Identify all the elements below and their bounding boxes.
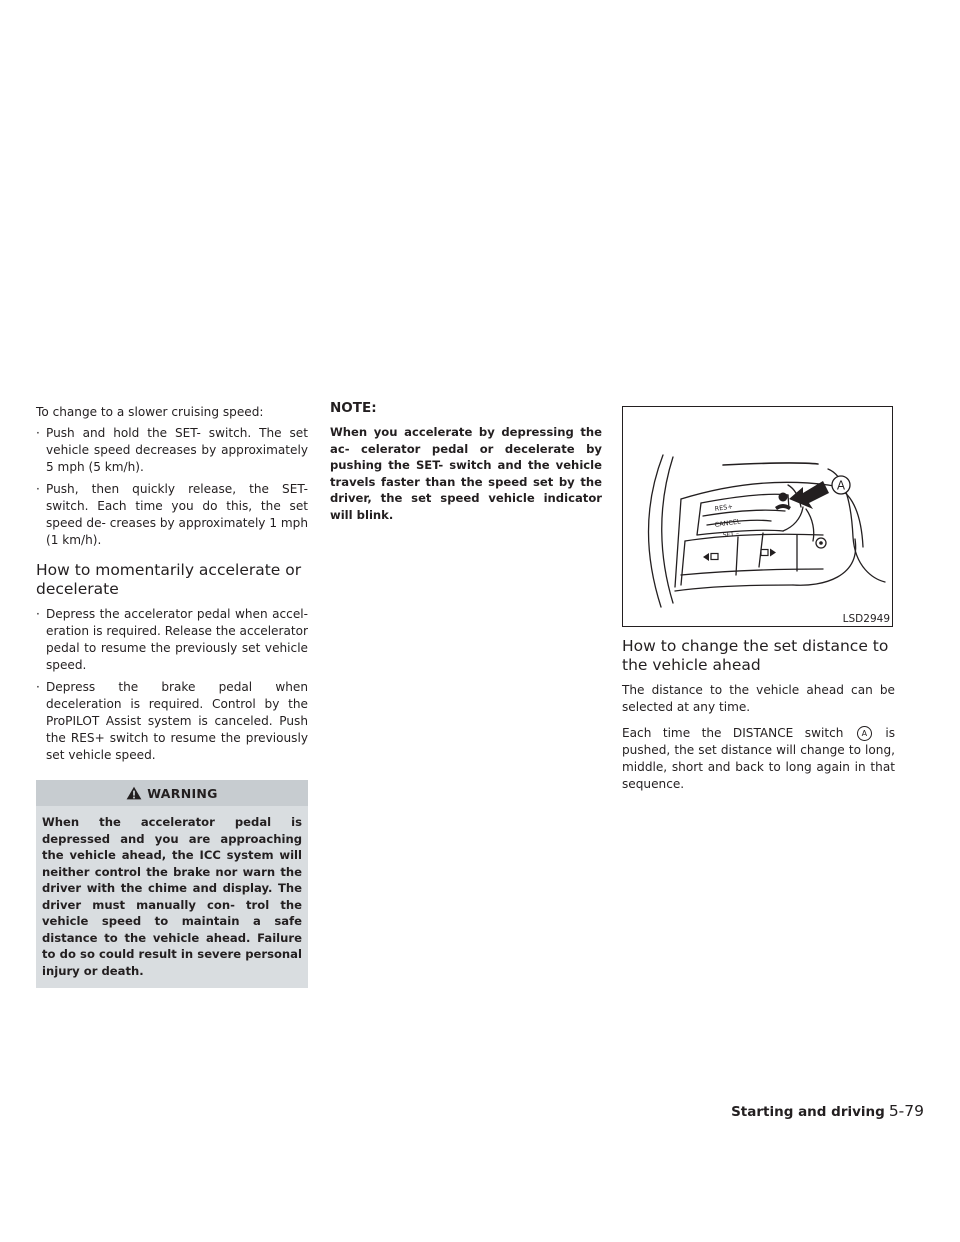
list-item: · Depress the accelerator pedal when accel- eration is required. Release the accelerator pedal to resume the previously set vehicle speed. bbox=[36, 607, 308, 672]
set-label: SET – bbox=[722, 530, 740, 539]
list-item: · Push and hold the SET- switch. The set vehicle speed decreases by approximately 5 mph (5 km/h). bbox=[36, 426, 308, 474]
steering-wheel-switch-figure bbox=[622, 406, 893, 627]
cancel-label: CANCEL bbox=[714, 517, 742, 529]
bullet-marker: · bbox=[36, 680, 40, 694]
warning-text: When the accelerator pedal is depressed and you are approaching the vehicle ahead, the ICC system will neither control the brake nor warn the driver with the chime and display. The driver must manually con- trol the vehicle speed to maintain a safe distance to the vehicle ahead. Failure to do so could result in severe personal injury or death. bbox=[42, 815, 302, 978]
res-label: RES+ bbox=[714, 502, 734, 513]
section-heading-distance: How to change the set distance to the vehicle ahead bbox=[622, 637, 889, 674]
warning-title: WARNING bbox=[147, 785, 218, 801]
middle-column bbox=[330, 400, 602, 523]
right-column bbox=[622, 406, 895, 793]
figure-id: LSD2949 bbox=[842, 613, 890, 625]
distance-switch-marker: A bbox=[857, 726, 872, 741]
bullet-marker: · bbox=[36, 426, 40, 440]
slower-speed-intro: To change to a slower cruising speed: bbox=[36, 405, 264, 419]
distance-para-1: The distance to the vehicle ahead can be selected at any time. bbox=[622, 683, 895, 714]
warning-triangle-icon bbox=[126, 786, 142, 800]
arrow-icon bbox=[789, 481, 829, 509]
accelerate-list bbox=[36, 606, 308, 764]
footer-section-title: Starting and driving bbox=[731, 1104, 885, 1120]
distance-para-2: Each time the DISTANCE switch A is pushed, the set distance will change to long, middle, short and back to long again in that sequence. bbox=[622, 726, 895, 791]
steering-switch-illustration bbox=[623, 407, 892, 626]
bullet-marker: · bbox=[36, 482, 40, 496]
note-text: When you accelerate by depressing the ac- celerator pedal or decelerate by pushing the SET- switch and the vehicle travels faster than the speed set by the driver, the set speed vehicle indicator will blink. bbox=[330, 425, 602, 522]
callout-letter: A bbox=[836, 478, 846, 493]
left-column bbox=[36, 400, 308, 988]
section-heading-accelerate: How to momentarily accelerate or decelerate bbox=[36, 561, 302, 598]
bullet-marker: · bbox=[36, 607, 40, 621]
page-number: 5-79 bbox=[888, 1102, 924, 1120]
note-title: NOTE: bbox=[330, 400, 377, 416]
warning-body bbox=[36, 806, 308, 988]
list-item: · Depress the brake pedal when deceleration is required. Control by the ProPILOT Assist system is canceled. Push the RES+ switch to resume the previously set vehicle speed. bbox=[36, 680, 308, 762]
warning-box bbox=[36, 780, 308, 988]
slower-speed-list bbox=[36, 425, 308, 549]
list-item: · Push, then quickly release, the SET- switch. Each time you do this, the set speed de- creases by approximately 1 mph (1 km/h). bbox=[36, 482, 308, 547]
page-footer bbox=[731, 1102, 924, 1120]
warning-header bbox=[36, 780, 308, 806]
